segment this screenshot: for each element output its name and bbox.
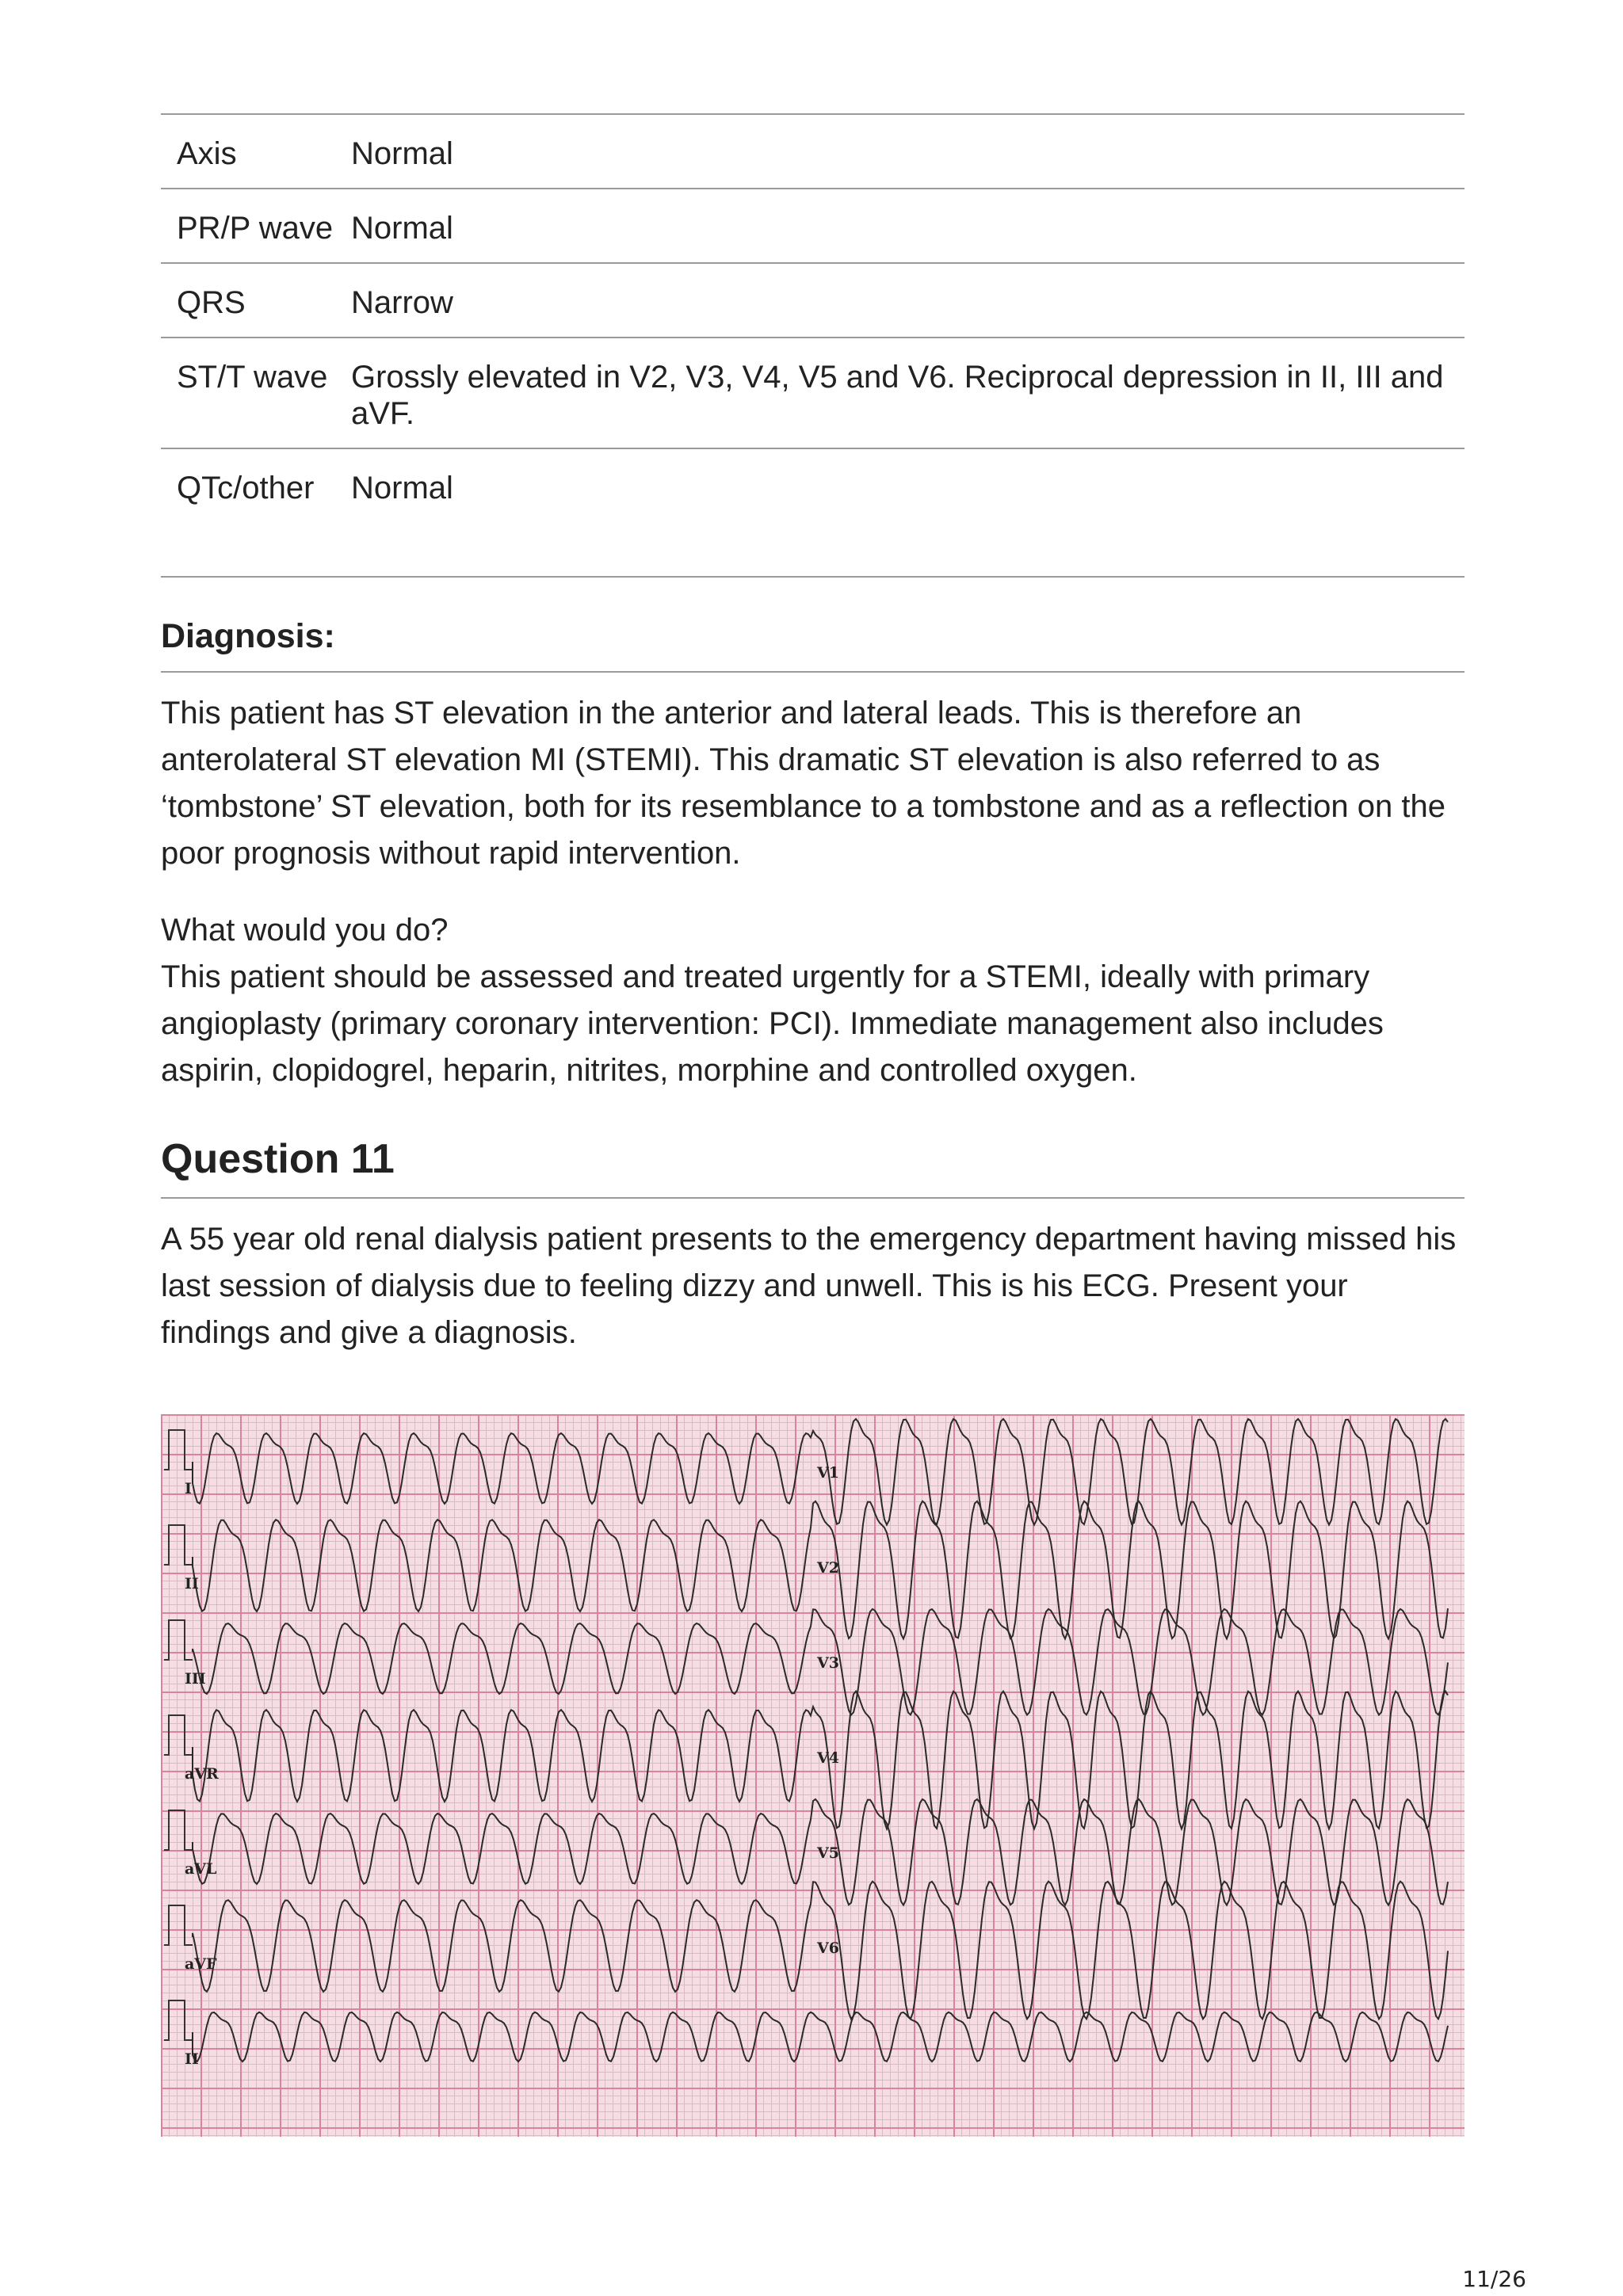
- row-label: PR/P wave: [177, 211, 334, 246]
- lead-label: I: [185, 1480, 192, 1497]
- row-label: QRS: [177, 285, 246, 320]
- question-heading: Question 11: [161, 1135, 1465, 1199]
- lead-label: II: [185, 1575, 199, 1592]
- calibration-pulse: [164, 1810, 193, 1850]
- row-label: ST/T wave: [177, 360, 328, 395]
- lead-label: aVL: [185, 1860, 217, 1878]
- calibration-pulse: [164, 1525, 193, 1565]
- calibration-pulse: [164, 1620, 193, 1660]
- diagnosis-heading: Diagnosis:: [161, 616, 1465, 673]
- table-row: [161, 263, 1465, 338]
- row-label: Axis: [177, 136, 237, 171]
- row-value: Narrow: [351, 285, 453, 320]
- table-row: [161, 448, 1465, 577]
- table-row: [161, 338, 1465, 448]
- lead-label: V2: [817, 1559, 839, 1577]
- lead-label: V3: [817, 1654, 839, 1672]
- lead-label: V4: [817, 1749, 839, 1767]
- row-value: Grossly elevated in V2, V3, V4, V5 and V6. Reciprocal depression in II, III and aVF.: [351, 360, 1444, 431]
- diagnosis-question: What would you do?: [161, 913, 449, 948]
- diagnosis-paragraph: This patient has ST elevation in the anterior and lateral leads. This is therefore an anterolateral ST elevation MI (STEMI). This dramatic ST elevation is also referred to as ‘tombstone’ ST elevation, both for its resemblance to a tombstone and as a reflection on the poor prognosis without rapid intervention.: [161, 696, 1445, 871]
- lead-label: V5: [817, 1844, 839, 1862]
- calibration-pulse: [164, 1715, 193, 1755]
- ecg-waveform: [193, 2012, 1448, 2061]
- question-text: A 55 year old renal dialysis patient presents to the emergency department having missed his last session of dialysis due to feeling dizzy and unwell. This is his ECG. Present your findings and give a diagnosis.: [161, 1222, 1457, 1350]
- row-label: QTc/other: [177, 471, 315, 505]
- calibration-pulse: [164, 1905, 193, 1945]
- page-number: 11/26: [1462, 2266, 1526, 2292]
- lead-label: III: [185, 1670, 206, 1688]
- page-content: [161, 113, 1465, 1356]
- ecg-traces: [161, 1414, 1465, 2137]
- lead-label: V1: [817, 1464, 839, 1482]
- diagnosis-answer: This patient should be assessed and treated urgently for a STEMI, ideally with primary angioplasty (primary coronary intervention: PCI). Immediate management also includes aspirin, clopidogrel, heparin, nitrites, morphine and controlled oxygen.: [161, 959, 1384, 1088]
- row-value: Normal: [351, 211, 453, 246]
- lead-label: II: [185, 2050, 199, 2068]
- lead-label: aVR: [185, 1765, 219, 1783]
- row-value: Normal: [351, 471, 453, 505]
- row-value: Normal: [351, 136, 453, 171]
- findings-table: [161, 113, 1465, 578]
- table-row: [161, 189, 1465, 263]
- ecg-image: [161, 1414, 1465, 2137]
- lead-label: aVF: [185, 1955, 217, 1973]
- calibration-pulse: [164, 2000, 193, 2040]
- calibration-pulse: [164, 1430, 193, 1470]
- table-row: [161, 114, 1465, 189]
- lead-label: V6: [817, 1939, 839, 1957]
